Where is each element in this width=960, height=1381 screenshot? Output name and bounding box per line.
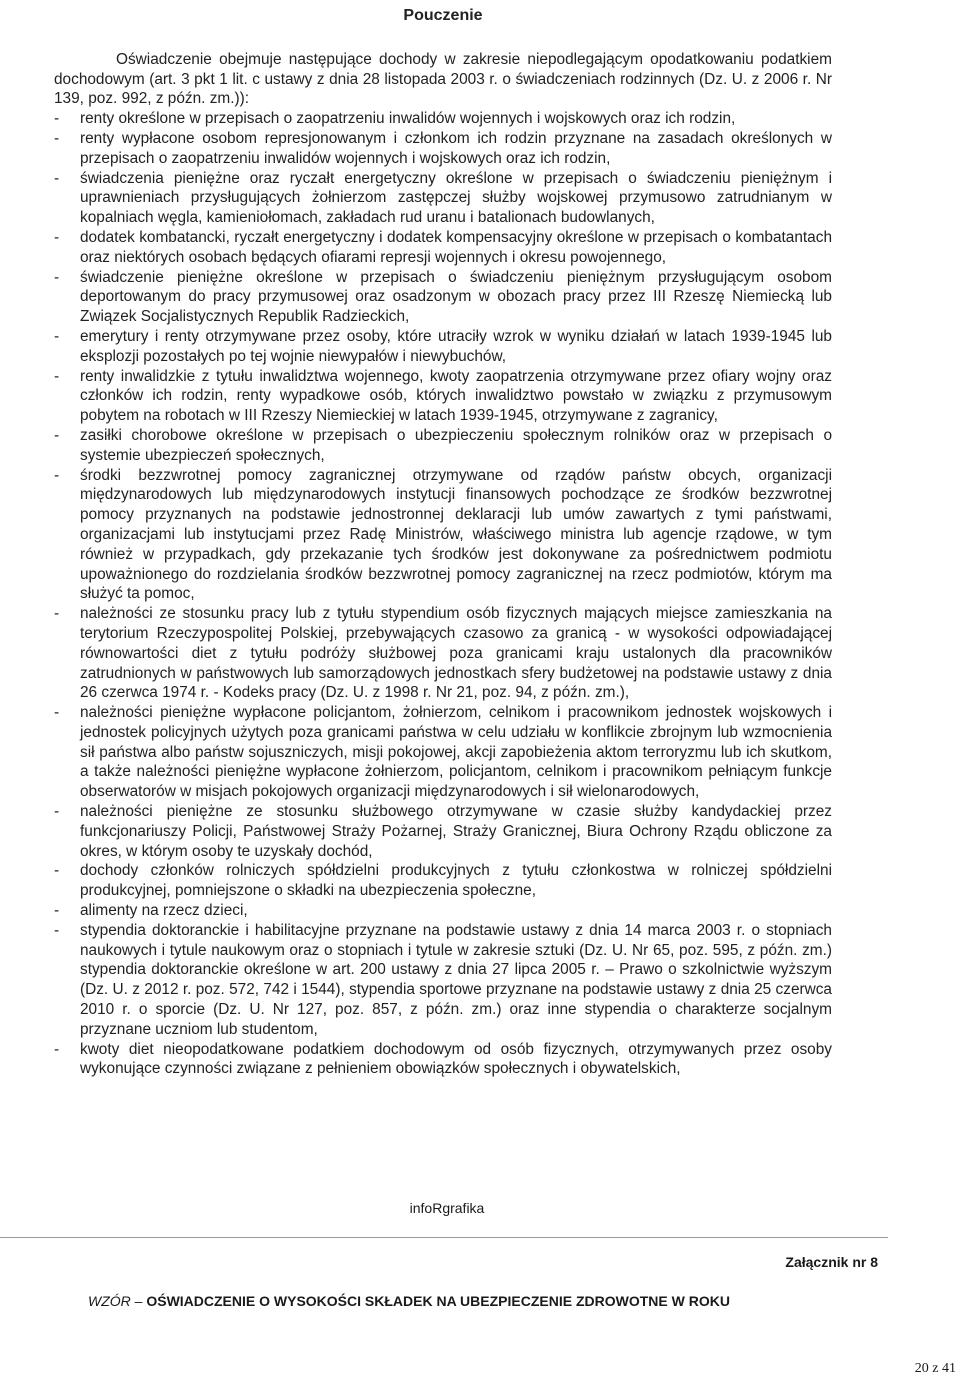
list-item	[54, 466, 832, 605]
bullet-dash: -	[54, 466, 60, 484]
list-item-text: dodatek kombatancki, ryczałt energetyczny i dodatek kompensacyjny określone w przepisach o kombatantach oraz niektórych osobach będących ofiarami represji wojennych i okresu powojennego,	[80, 228, 832, 266]
bullet-dash: -	[54, 921, 60, 939]
list-item	[54, 921, 832, 1040]
list-item	[54, 861, 832, 901]
list-item-text: należności pieniężne ze stosunku służbowego otrzymywane w czasie służby kandydackiej przez funkcjonariuszy Policji, Państwowej Straży Pożarnej, Straży Granicznej, Biura Ochrony Rządu obliczone za okres, w którym osoby te uzyskały dochód,	[80, 803, 832, 860]
form-title-prefix: WZÓR	[88, 1293, 131, 1309]
income-list	[54, 109, 832, 1079]
list-item	[54, 169, 832, 228]
bullet-dash: -	[54, 803, 60, 821]
list-item-text: emerytury i renty otrzymywane przez osoby, które utraciły wzrok w wyniku działań w latach 1939-1945 lub eksplozji pozostałych po tej wojnie niewypałów i niewybuchów,	[80, 327, 832, 365]
form-title	[88, 1293, 730, 1309]
bullet-dash: -	[54, 367, 60, 385]
list-item	[54, 228, 832, 268]
list-item-text: środki bezzwrotnej pomocy zagranicznej otrzymywane od rządów państw obcych, organizacji międzynarodowych lub międzynarodowych instytucji finansowych pochodzące ze środków bezzwrotnej pomocy przyznanych na podstawie jednostronnej deklaracji lub umów zawartych z tymi państwami, organizacjami lub instytucjami przez Radę Ministrów, właściwego ministra lub agencje rządowe, w tym również w przypadkach, gdy przekazanie tych środków jest dokonywane za pośrednictwem podmiotu upoważnionego do rozdzielania środków bezzwrotnej pomocy zagranicznej na rzecz podmiotów, którym ma służyć ta pomoc,	[80, 466, 832, 603]
list-item	[54, 129, 832, 169]
bullet-dash: -	[54, 169, 60, 187]
list-item	[54, 604, 832, 703]
list-item-text: świadczenia pieniężne oraz ryczałt energetyczny określone w przepisach o świadczeniu pieniężnym i uprawnieniach przysługujących żołnierzom zastępczej służby wojskowej przymusowo zatrudnianym w kopalniach węgla, kamieniołomach, zakładach rud uranu i batalionach budowlanych,	[80, 169, 832, 227]
list-item-text: renty określone w przepisach o zaopatrzeniu inwalidów wojennych i wojskowych oraz ich rodzin,	[80, 110, 736, 128]
list-item	[54, 802, 832, 861]
list-item-text: renty inwalidzkie z tytułu inwalidztwa wojennego, kwoty zaopatrzenia otrzymywane przez ofiary wojny oraz członków ich rodzin, renty wypadkowe osób, których inwalidztwo powstało w związku z przymusowym pobytem na robotach w III Rzeszy Niemieckiej w latach 1939-1945, otrzymywane z zagranicy,	[80, 367, 832, 425]
bullet-dash: -	[54, 902, 60, 920]
list-item-text: dochody członków rolniczych spółdzielni produkcyjnych z tytułu członkostwa w rolniczej spółdzielni produkcyjnej, pomniejszone o składki na ubezpieczenia społeczne,	[80, 862, 832, 900]
horizontal-divider	[0, 1237, 888, 1238]
list-item-text: należności ze stosunku pracy lub z tytułu stypendium osób fizycznych mających miejsce zamieszkania na terytorium Rzeczypospolitej Polskiej, przebywających czasowo za granicą - w wysokości odpowiadającej równowartości diet z tytułu podróży służbowej poza granicami kraju ustalonych dla pracowników zatrudnionych w państwowych lub samorządowych jednostkach sfery budżetowej na podstawie ustawy z dnia 26 czerwca 1974 r. - Kodeks pracy (Dz. U. z 1998 r. Nr 21, poz. 94, z późn. zm.),	[80, 605, 832, 702]
list-item	[54, 1040, 832, 1080]
page-number: 20 z 41	[914, 1361, 956, 1376]
form-title-text: OŚWIADCZENIE O WYSOKOŚCI SKŁADEK NA UBEZPIECZENIE ZDROWOTNE W ROKU	[146, 1293, 730, 1309]
infographic-label: infoRgrafika	[409, 1200, 485, 1216]
bullet-dash: -	[54, 327, 60, 345]
list-item-text: kwoty diet nieopodatkowane podatkiem dochodowym od osób fizycznych, otrzymywanych przez osoby wykonujące czynności związane z pełnieniem obowiązków społecznych i obywatelskich,	[80, 1040, 832, 1078]
attachment-label: Załącznik nr 8	[785, 1254, 878, 1270]
bullet-dash: -	[54, 704, 60, 722]
list-item	[54, 367, 832, 426]
list-item	[54, 268, 832, 327]
intro-paragraph: Oświadczenie obejmuje następujące dochody w zakresie niepodlegającym opodatkowaniu podatkiem dochodowym (art. 3 pkt 1 lit. c ustawy z dnia 28 listopada 2003 r. o świadczeniach rodzinnych (Dz. U. z 2006 r. Nr 139, poz. 992, z późn. zm.)):	[54, 50, 832, 108]
list-item-text: renty wypłacone osobom represjonowanym i członkom ich rodzin przyznane na zasadach określonych w przepisach o zaopatrzeniu inwalidów wojennych i wojskowych oraz ich rodzin,	[80, 129, 832, 167]
bullet-dash: -	[54, 268, 60, 286]
form-title-separator: –	[134, 1293, 143, 1309]
scanned-page-content	[54, 6, 832, 1171]
bullet-dash: -	[54, 110, 60, 128]
bullet-dash: -	[54, 862, 60, 880]
list-item	[54, 109, 832, 129]
list-item	[54, 703, 832, 802]
list-item-text: świadczenie pieniężne określone w przepisach o świadczeniu pieniężnym przysługującym osobom deportowanym do pracy przymusowej oraz osadzonym w obozach pracy przez III Rzeszę Niemiecką lub Związek Socjalistycznych Republik Radzieckich,	[80, 268, 832, 326]
list-item-text: należności pieniężne wypłacone policjantom, żołnierzom, celnikom i pracownikom jednostek wojskowych i jednostek policyjnych użytych poza granicami państwa w celu udziału w konflikcie zbrojnym lub wzmocnienia sił państwa albo państw sojuszniczych, misji pokojowej, akcji zapobieżenia aktom terroryzmu lub ich skutkom, a także należności pieniężne wypłacone żołnierzom, policjantom, celnikom i pracownikom pełniącym funkcje obserwatorów w misjach pokojowych organizacji międzynarodowych i sił wielonarodowych,	[80, 704, 832, 801]
list-item	[54, 901, 832, 921]
section-heading: Pouczenie	[403, 7, 483, 24]
list-item-text: zasiłki chorobowe określone w przepisach o ubezpieczeniu społecznym rolników oraz w przepisach o systemie ubezpieczeń społecznych,	[80, 426, 832, 464]
list-item-text: alimenty na rzecz dzieci,	[80, 902, 248, 920]
list-item	[54, 327, 832, 367]
bullet-dash: -	[54, 1040, 60, 1058]
bullet-dash: -	[54, 605, 60, 623]
bullet-dash: -	[54, 426, 60, 444]
list-item	[54, 426, 832, 466]
bullet-dash: -	[54, 129, 60, 147]
bullet-dash: -	[54, 228, 60, 246]
list-item-text: stypendia doktoranckie i habilitacyjne przyznane na podstawie ustawy z dnia 14 marca 2003 r. o stopniach naukowych i tytule naukowym oraz o stopniach i tytule w zakresie sztuki (Dz. U. Nr 65, poz. 595, z późn. zm.) stypendia doktoranckie określone w art. 200 ustawy z dnia 27 lipca 2005 r. – Prawo o szkolnictwie wyższym (Dz. U. z 2012 r. poz. 572, 742 i 1544), stypendia sportowe przyznane na podstawie ustawy z dnia 25 czerwca 2010 r. o sporcie (Dz. U. Nr 127, poz. 857, z późn. zm.) oraz inne stypendia o charakterze socjalnym przyznane uczniom lub studentom,	[80, 921, 832, 1038]
